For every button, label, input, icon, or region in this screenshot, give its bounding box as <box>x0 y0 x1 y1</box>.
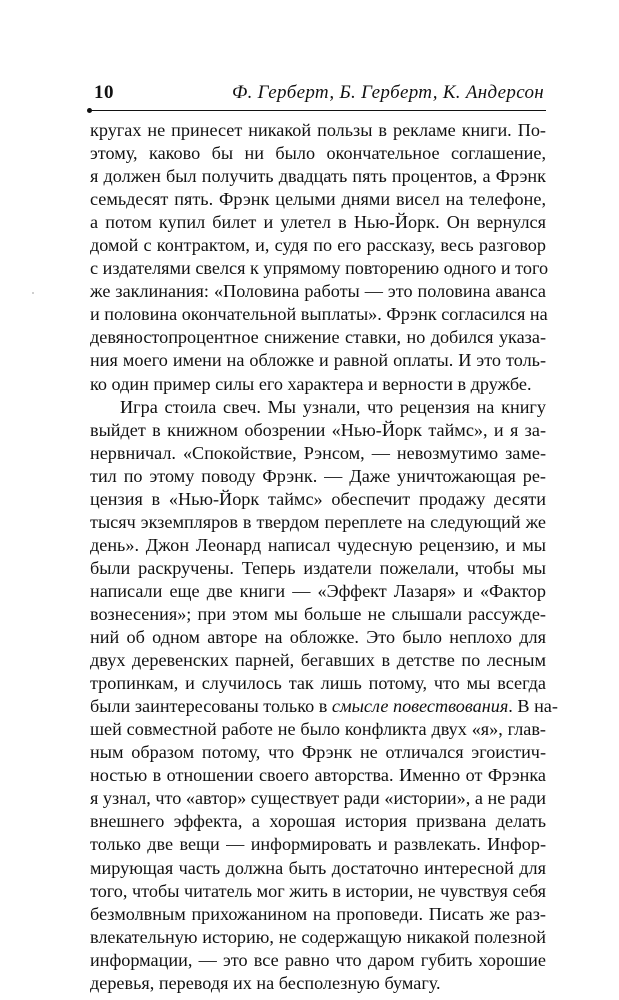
text-line: этому, каково бы ни было окончательное соглашение, <box>90 143 546 164</box>
text-line: с издателями свелся к упрямому повторению одного и того <box>90 258 549 279</box>
text-line: ностью в отношении своего авторства. Именно от Фрэнка <box>90 765 546 786</box>
header-rule <box>90 110 546 111</box>
text-line: шей совместной работе не было конфликта двух «я», глав- <box>90 719 546 740</box>
emphasized-phrase: смысле повествования <box>331 696 509 717</box>
running-head-authors: Ф. Герберт, Б. Герберт, К. Андерсон <box>231 82 544 103</box>
text-line: семьдесят пять. Фрэнк целыми днями висел на телефоне, <box>90 189 546 210</box>
text-line: домой с контрактом, и, судя по его рассказу, весь разговор <box>90 235 546 256</box>
text-line: ным образом потому, что Фрэнк не отличался эгоистич- <box>90 742 546 763</box>
text-line: ний об одном авторе на обложке. Это было неплохо для <box>90 627 546 648</box>
text-line: написали еще две книги — «Эффект Лазаря» и «Фактор <box>90 580 546 601</box>
text-line: ния моего имени на обложке и равной оплаты. И это толь- <box>90 350 546 371</box>
text-line: выйдет в книжном обозрении «Нью-Йорк таймс», и я за- <box>90 419 546 440</box>
running-head <box>94 82 544 112</box>
text-line: тропинкам, и случилось так лишь потому, что мы всегда <box>90 673 546 694</box>
text-line: день». Джон Леонард написал чудесную рецензию, и мы <box>90 534 546 555</box>
text-line: влекательную историю, не содержащую никакой полезной <box>90 926 546 947</box>
text-line: я должен был получить двадцать пять процентов, а Фрэнк <box>90 166 546 187</box>
text-line: вознесения»; при этом мы больше не слышали рассужде- <box>90 603 546 624</box>
text-line: и половина окончательной выплаты». Фрэнк согласился на <box>90 304 548 325</box>
page-number: 10 <box>94 82 114 103</box>
text-line: двух деревенских парней, бегавших в детстве по лесным <box>90 650 546 671</box>
text-line: кругах не принесет никакой пользы в рекламе книги. По- <box>90 120 546 140</box>
paragraph-end-line: ко один пример силы его характера и верности в дружбе. <box>90 373 532 394</box>
text-line: безмолвным прихожанином на проповеди. Писать же раз- <box>90 903 546 924</box>
text-line: были раскручены. Теперь издатели пожелали, чтобы мы <box>90 557 546 578</box>
text-line: нервничал. «Спокойствие, Рэнсом, — невозмутимо заме- <box>90 442 546 463</box>
paragraph-start-line: Игра стоила свеч. Мы узнали, что рецензия на книгу <box>120 396 546 417</box>
text-line: цензия в «Нью-Йорк таймс» обеспечит продажу десяти <box>90 488 546 509</box>
text-line: а потом купил билет и улетел в Нью-Йорк. Он вернулся <box>90 212 546 233</box>
text-line: информации, — это все равно что даром губить хорошие <box>90 949 546 970</box>
text-line: внешнего эффекта, а хорошая история призвана делать <box>90 811 546 832</box>
text-line: тысяч экземпляров в твердом переплете на следующий же <box>90 511 546 532</box>
text-line: я узнал, что «автор» существует ради «истории», а не ради <box>90 788 546 809</box>
text-line: мирующая часть должна быть достаточно интересной для <box>90 857 546 878</box>
text-line-start: были заинтересованы только в <box>90 696 328 717</box>
paragraph-end-line: деревья, переводя их на бесполезную бумагу. <box>90 972 441 993</box>
text-line: того, чтобы читатель мог жить в истории, не чувствуя себя <box>90 880 546 901</box>
body-text <box>90 119 558 995</box>
text-line-end: . В на- <box>508 696 558 717</box>
text-line: девяностопроцентное снижение ставки, но добился указа- <box>90 327 546 348</box>
margin-mark <box>32 292 34 294</box>
text-line: тил по этому поводу Фрэнк. — Даже уничтожающая ре- <box>90 465 546 486</box>
text-line: же заклинания: «Половина работы — это половина аванса <box>90 281 546 302</box>
text-line-with-emphasis <box>90 695 558 718</box>
text-line: только две вещи — информировать и развлекать. Инфор- <box>90 834 546 855</box>
